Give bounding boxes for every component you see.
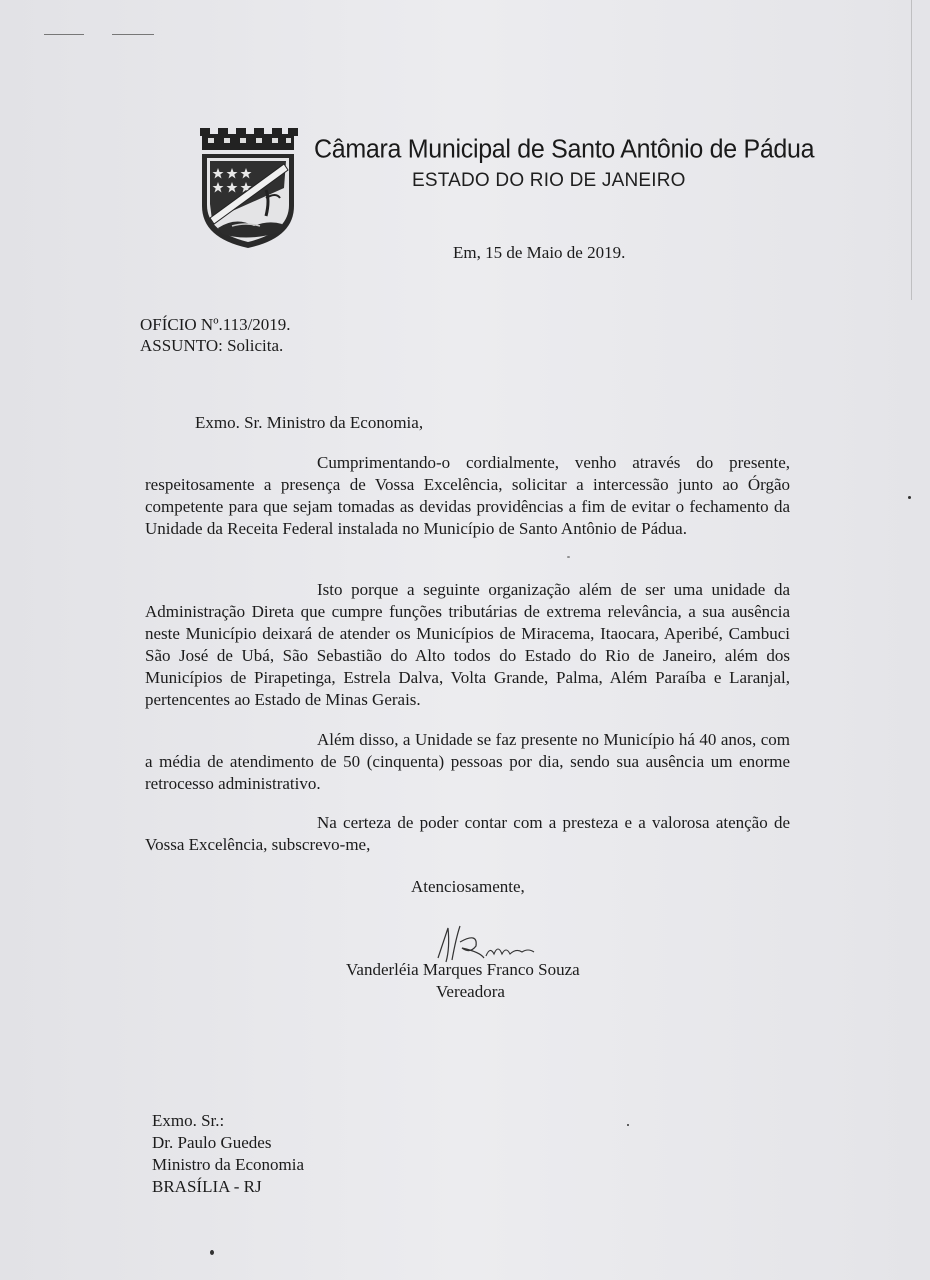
body-paragraph: Além disso, a Unidade se faz presente no Município há 40 anos, com a média de atendimento de 50 (cinquenta) pessoas por dia, sendo sua ausência um enorme retrocesso administrativo. [145, 730, 790, 793]
scan-speck [210, 1250, 214, 1255]
signer-name: Vanderléia Marques Franco Souza [346, 960, 580, 979]
body-paragraph: Cumprimentando-o cordialmente, venho através do presente, respeitosamente a presença de Vossa Excelência, solicitar a intercessão junto ao Órgão competente para que sejam tomadas as devidas providências a fim de evitar o fechamento da Unidade da Receita Federal instalada no Município de Santo Antônio de Pádua. [145, 453, 790, 538]
reference-block [140, 314, 291, 356]
salutation: Exmo. Sr. Ministro da Economia, [195, 413, 424, 432]
municipal-crest-icon [196, 128, 300, 250]
signer-role: Vereadora [436, 982, 505, 1001]
addressee-line: BRASÍLIA - RJ [152, 1177, 262, 1196]
scan-speck [567, 556, 570, 558]
oficio-number: OFÍCIO Nº.113/2019. [140, 315, 291, 334]
letter-date: Em, 15 de Maio de 2019. [453, 243, 626, 262]
body-paragraph: Na certeza de poder contar com a presteza e a valorosa atenção de Vossa Excelência, subscrevo-me, [145, 813, 790, 854]
scan-speck [908, 496, 911, 499]
scan-speck [627, 1124, 629, 1126]
addressee-block [152, 1110, 304, 1198]
addressee-line: Dr. Paulo Guedes [152, 1133, 272, 1152]
closing-line: Atenciosamente, [411, 877, 525, 896]
letterhead-title: Câmara Municipal de Santo Antônio de Pádua [314, 134, 815, 164]
addressee-line: Ministro da Economia [152, 1155, 305, 1174]
body-paragraph: Isto porque a seguinte organização além de ser uma unidade da Administração Direta que cumpre funções tributárias de extrema relevância, a sua ausência neste Município deixará de atender os Municípios de Miracema, Itaocara, Aperibé, Cambuci São José de Ubá, São Sebastião do Alto todos do Estado do Rio de Janeiro, além dos Municípios de Pirapetinga, Estrela Dalva, Volta Grande, Palma, Além Paraíba e Laranjal, pertencentes ao Estado de Minas Gerais. [145, 580, 790, 709]
addressee-line: Exmo. Sr.: [152, 1111, 225, 1130]
letterhead-subtitle: ESTADO DO RIO DE JANEIRO [412, 170, 686, 191]
subject-line: ASSUNTO: Solicita. [140, 336, 284, 355]
page-edge [911, 0, 912, 300]
